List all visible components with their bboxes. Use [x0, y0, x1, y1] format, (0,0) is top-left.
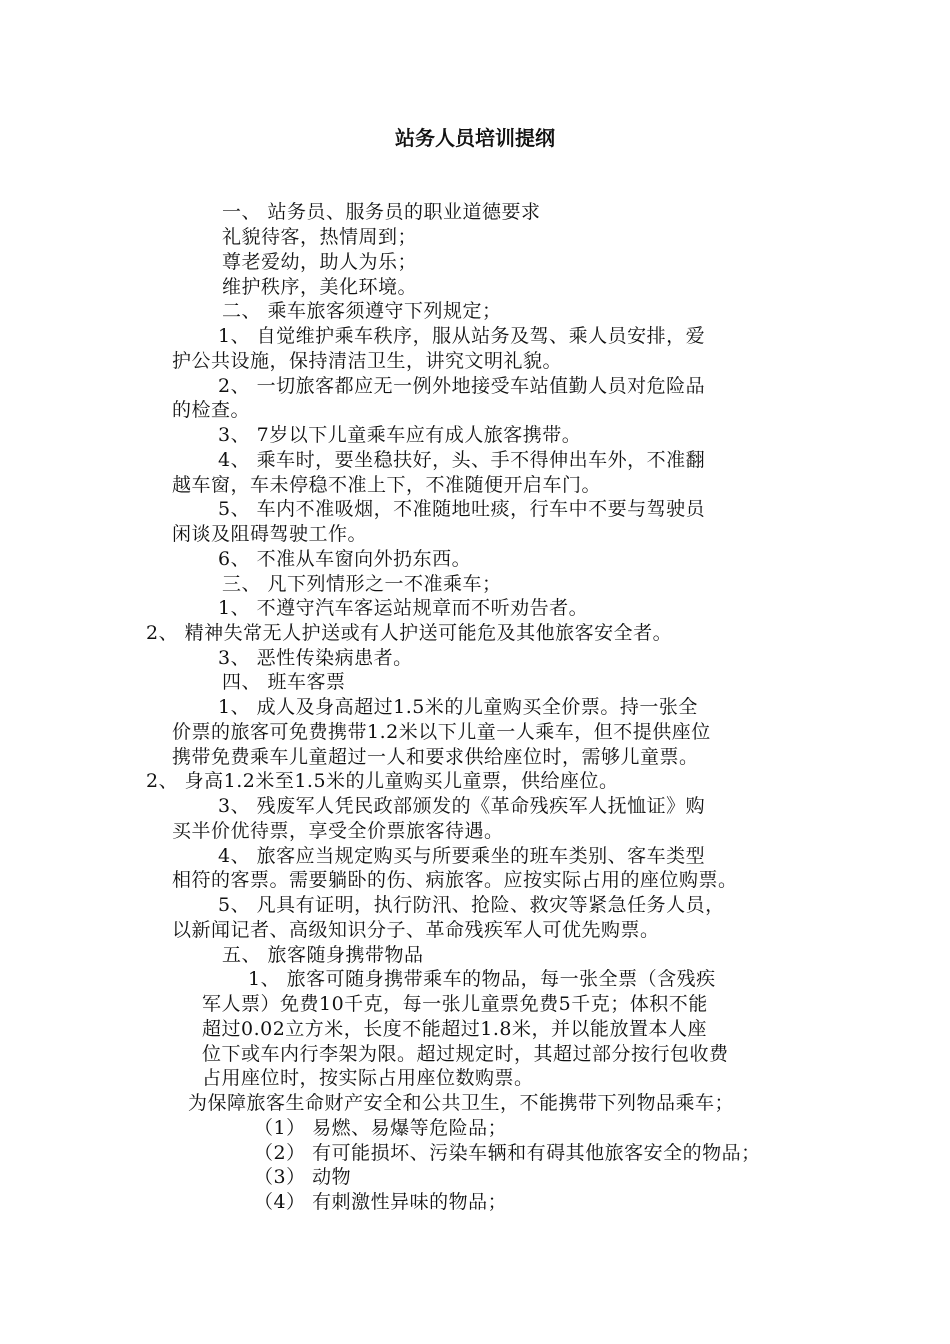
- text-line: 4、 旅客应当规定购买与所要乘坐的班车类别、客车类型: [218, 845, 706, 867]
- text-line: 价票的旅客可免费携带1.2米以下儿童一人乘车，但不提供座位: [172, 721, 711, 743]
- section-1-heading: 一、 站务员、服务员的职业道德要求: [222, 201, 541, 223]
- text-line: 以新闻记者、高级知识分子、革命残疾军人可优先购票。: [172, 919, 660, 941]
- text-line: 1、 旅客可随身携带乘车的物品，每一张全票（含残疾: [248, 968, 716, 990]
- text-line: 携带免费乘车儿童超过一人和要求供给座位时，需够儿童票。: [172, 746, 699, 768]
- text-line: 占用座位时，按实际占用座位数购票。: [202, 1067, 534, 1089]
- text-line: 3、 残废军人凭民政部颁发的《革命残疾军人抚恤证》购: [218, 795, 706, 817]
- text-line: 闲谈及阻碍驾驶工作。: [172, 523, 368, 545]
- section-4-heading: 四、 班车客票: [222, 671, 346, 693]
- text-line: 买半价优待票，享受全价票旅客待遇。: [172, 820, 504, 842]
- text-line: 维护秩序，美化环境。: [222, 276, 418, 298]
- list-item: （3） 动物: [254, 1166, 352, 1188]
- text-line: 超过0.02立方米，长度不能超过1.8米，并以能放置本人座: [202, 1018, 708, 1040]
- text-line: 1、 自觉维护乘车秩序，服从站务及驾、乘人员安排，爱: [218, 325, 706, 347]
- text-line: 护公共设施，保持清洁卫生，讲究文明礼貌。: [172, 350, 563, 372]
- text-line: 3、 7岁以下儿童乘车应有成人旅客携带。: [218, 424, 582, 446]
- text-line: 礼貌待客，热情周到；: [222, 226, 418, 248]
- text-line: 军人票）免费10千克，每一张儿童票免费5千克；体积不能: [202, 993, 708, 1015]
- text-line: 为保障旅客生命财产安全和公共卫生，不能携带下列物品乘车；: [188, 1092, 735, 1114]
- text-line: 越车窗，车未停稳不准上下，不准随便开启车门。: [172, 474, 602, 496]
- document-title: 站务人员培训提纲: [395, 126, 555, 150]
- list-item: （1） 易燃、易爆等危险品；: [254, 1117, 508, 1139]
- text-line: 3、 恶性传染病患者。: [218, 647, 413, 669]
- text-line: 2、 精神失常无人护送或有人护送可能危及其他旅客安全者。: [146, 622, 673, 644]
- text-line: 4、 乘车时，要坐稳扶好，头、手不得伸出车外，不准翻: [218, 449, 706, 471]
- section-5-heading: 五、 旅客随身携带物品: [222, 944, 424, 966]
- section-2-heading: 二、 乘车旅客须遵守下列规定；: [222, 300, 502, 322]
- text-line: 5、 车内不准吸烟，不准随地吐痰，行车中不要与驾驶员: [218, 498, 706, 520]
- text-line: 尊老爱幼，助人为乐；: [222, 251, 418, 273]
- section-3-heading: 三、 凡下列情形之一不准乘车；: [222, 573, 502, 595]
- list-item: （2） 有可能损坏、污染车辆和有碍其他旅客安全的物品；: [254, 1142, 761, 1164]
- text-line: 2、 一切旅客都应无一例外地接受车站值勤人员对危险品: [218, 375, 706, 397]
- text-line: 6、 不准从车窗向外扔东西。: [218, 548, 472, 570]
- list-item: （4） 有刺激性异味的物品；: [254, 1191, 508, 1213]
- text-line: 1、 不遵守汽车客运站规章而不听劝告者。: [218, 597, 589, 619]
- text-line: 的检查。: [172, 399, 251, 421]
- text-line: 5、 凡具有证明，执行防汛、抢险、救灾等紧急任务人员，: [218, 894, 725, 916]
- text-line: 2、 身高1.2米至1.5米的儿童购买儿童票，供给座位。: [146, 770, 619, 792]
- text-line: 相符的客票。需要躺卧的伤、病旅客。应按实际占用的座位购票。: [172, 869, 738, 891]
- text-line: 1、 成人及身高超过1.5米的儿童购买全价票。持一张全: [218, 696, 698, 718]
- text-line: 位下或车内行李架为限。超过规定时，其超过部分按行包收费: [202, 1043, 729, 1065]
